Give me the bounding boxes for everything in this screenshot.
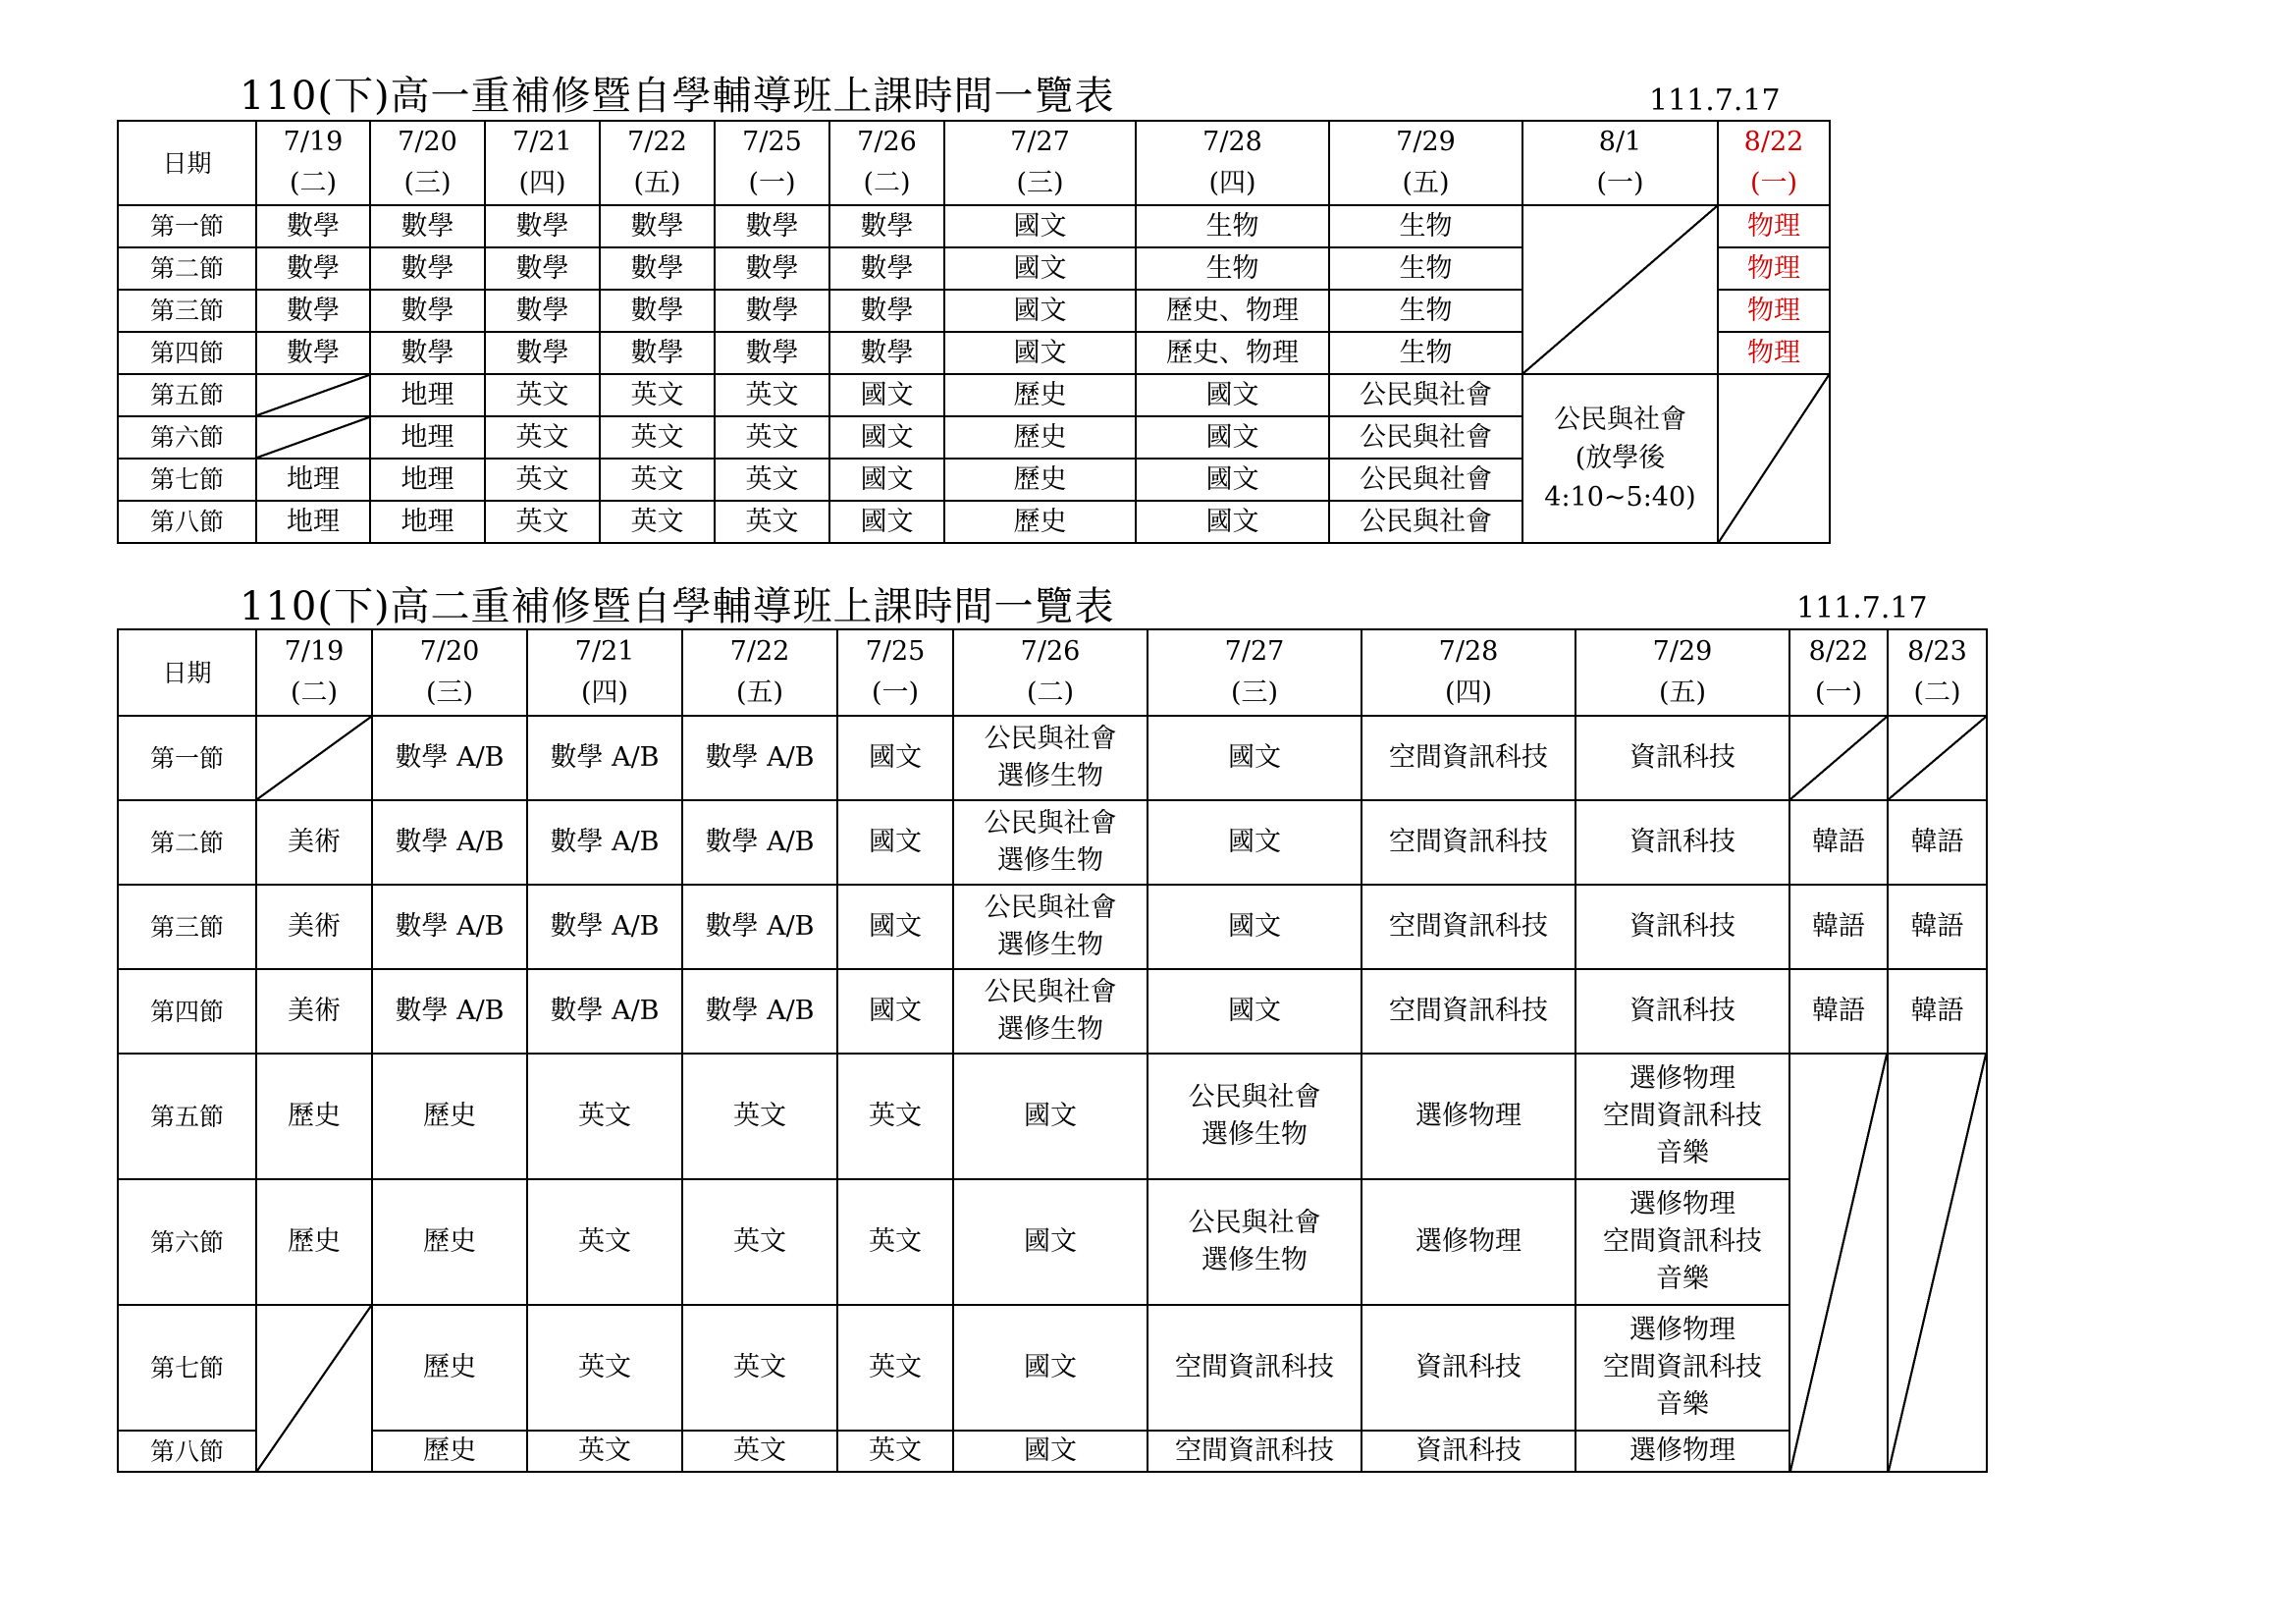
class-cell: 生物 [1329,205,1522,247]
class-cell: 國文 [837,969,953,1054]
class-cell: 數學 [370,290,485,332]
class-cell: 歷史 [944,459,1136,501]
class-cell: 國文 [1136,501,1329,543]
class-cell: 公民與社會 [1329,374,1522,416]
class-cell: 數學 [600,290,715,332]
class-cell: 數學 [370,247,485,290]
date-header: 7/25 (一) [837,629,953,716]
date-header: 8/22 (一) [1718,121,1830,205]
class-cell: 資訊科技 [1575,800,1789,885]
date-header: 7/22 (五) [682,629,837,716]
table1-date: 111.7.17 [1649,83,1781,118]
civics-after-school-note: 公民與社會 (放學後 4:10~5:40) [1522,374,1718,543]
class-cell: 歷史 [944,374,1136,416]
class-cell: 空間資訊科技 [1148,1431,1362,1472]
date-header: 7/22 (五) [600,121,715,205]
class-cell: 數學 A/B [682,969,837,1054]
date-header: 7/20 (三) [370,121,485,205]
period-label: 第一節 [118,205,256,247]
class-cell: 英文 [527,1054,682,1179]
class-cell: 生物 [1329,332,1522,374]
no-class-cell [256,416,370,459]
no-class-cell [1789,716,1888,800]
table2-title: 110(下)高二重補修暨自學輔導班上課時間一覽表 [240,584,1115,629]
class-cell: 韓語 [1789,800,1888,885]
no-class-cell [1888,1054,1987,1472]
class-cell: 英文 [837,1305,953,1431]
class-cell: 英文 [600,459,715,501]
class-cell: 國文 [953,1054,1148,1179]
class-cell: 歷史、物理 [1136,290,1329,332]
class-cell: 歷史 [372,1305,527,1431]
date-header: 7/21 (四) [485,121,600,205]
class-cell: 國文 [953,1431,1148,1472]
class-cell: 國文 [1148,885,1362,969]
period-label: 第七節 [118,459,256,501]
no-class-cell [256,374,370,416]
class-cell: 數學 [715,290,829,332]
period-label: 第六節 [118,416,256,459]
class-cell: 英文 [715,501,829,543]
class-cell: 生物 [1136,205,1329,247]
class-cell: 歷史 [944,416,1136,459]
period-label: 第六節 [118,1179,256,1305]
class-cell: 地理 [370,416,485,459]
date-header: 8/1 (一) [1522,121,1718,205]
class-cell: 資訊科技 [1575,969,1789,1054]
class-cell: 空間資訊科技 [1362,969,1575,1054]
class-cell: 公民與社會 選修生物 [1148,1179,1362,1305]
class-cell: 數學 [715,205,829,247]
class-cell: 韓語 [1888,885,1987,969]
no-class-cell [256,716,372,800]
corner-label: 日期 [118,629,256,716]
class-cell: 英文 [837,1054,953,1179]
class-cell: 韓語 [1789,885,1888,969]
period-label: 第三節 [118,885,256,969]
period-label: 第八節 [118,1431,256,1472]
class-cell: 歷史 [372,1431,527,1472]
class-cell: 數學 [715,332,829,374]
corner-label: 日期 [118,121,256,205]
class-cell: 歷史 [372,1179,527,1305]
class-cell: 國文 [837,800,953,885]
date-header: 7/29 (五) [1329,121,1522,205]
class-cell: 選修物理 空間資訊科技 音樂 [1575,1054,1789,1179]
class-cell: 生物 [1329,247,1522,290]
grade10-schedule-table [117,120,1831,544]
class-cell: 數學 A/B [372,885,527,969]
class-cell: 資訊科技 [1575,716,1789,800]
class-cell: 資訊科技 [1362,1431,1575,1472]
class-cell: 國文 [953,1179,1148,1305]
class-cell: 國文 [1148,716,1362,800]
class-cell: 地理 [256,459,370,501]
no-class-cell [1718,374,1830,543]
class-cell: 美術 [256,969,372,1054]
date-header: 7/27 (三) [944,121,1136,205]
class-cell: 國文 [829,374,944,416]
class-cell: 美術 [256,800,372,885]
class-cell: 公民與社會 [1329,501,1522,543]
class-cell: 資訊科技 [1362,1305,1575,1431]
class-cell: 英文 [485,459,600,501]
class-cell: 數學 [485,290,600,332]
class-cell: 國文 [1136,416,1329,459]
class-cell: 國文 [1148,969,1362,1054]
period-label: 第三節 [118,290,256,332]
class-cell: 物理 [1718,247,1830,290]
date-header: 7/19 (二) [256,121,370,205]
class-cell: 數學 [600,205,715,247]
class-cell: 選修物理 [1362,1054,1575,1179]
class-cell: 歷史 [372,1054,527,1179]
class-cell: 生物 [1136,247,1329,290]
class-cell: 數學 [256,332,370,374]
class-cell: 公民與社會 選修生物 [1148,1054,1362,1179]
no-class-cell [1888,716,1987,800]
class-cell: 歷史 [256,1054,372,1179]
class-cell: 數學 A/B [527,800,682,885]
class-cell: 數學 A/B [372,716,527,800]
class-cell: 數學 [256,205,370,247]
class-cell: 數學 [370,332,485,374]
class-cell: 選修物理 空間資訊科技 音樂 [1575,1305,1789,1431]
grade11-schedule-table [117,628,1988,1473]
class-cell: 公民與社會 [1329,416,1522,459]
period-label: 第五節 [118,1054,256,1179]
class-cell: 歷史、物理 [1136,332,1329,374]
class-cell: 地理 [256,501,370,543]
class-cell: 物理 [1718,205,1830,247]
class-cell: 數學 A/B [682,800,837,885]
class-cell: 歷史 [256,1179,372,1305]
date-header: 7/26 (二) [829,121,944,205]
date-header: 7/25 (一) [715,121,829,205]
class-cell: 英文 [600,374,715,416]
class-cell: 數學 [829,290,944,332]
class-cell: 國文 [944,290,1136,332]
class-cell: 英文 [600,501,715,543]
class-cell: 選修物理 [1362,1179,1575,1305]
class-cell: 地理 [370,374,485,416]
date-header: 8/22 (一) [1789,629,1888,716]
class-cell: 英文 [715,416,829,459]
class-cell: 數學 [715,247,829,290]
class-cell: 國文 [829,416,944,459]
period-label: 第五節 [118,374,256,416]
class-cell: 國文 [1136,459,1329,501]
class-cell: 數學 [485,247,600,290]
class-cell: 美術 [256,885,372,969]
class-cell: 數學 A/B [527,885,682,969]
class-cell: 英文 [837,1431,953,1472]
date-header: 8/23 (二) [1888,629,1987,716]
class-cell: 國文 [944,247,1136,290]
class-cell: 空間資訊科技 [1362,885,1575,969]
class-cell: 英文 [715,459,829,501]
date-header: 7/21 (四) [527,629,682,716]
class-cell: 韓語 [1888,969,1987,1054]
no-class-cell [1522,205,1718,374]
class-cell: 數學 [600,332,715,374]
class-cell: 地理 [370,501,485,543]
date-header: 7/27 (三) [1148,629,1362,716]
class-cell: 英文 [682,1305,837,1431]
class-cell: 數學 A/B [527,969,682,1054]
date-header: 7/28 (四) [1136,121,1329,205]
class-cell: 數學 [256,247,370,290]
date-header: 7/26 (二) [953,629,1148,716]
class-cell: 國文 [829,501,944,543]
period-label: 第八節 [118,501,256,543]
class-cell: 數學 [370,205,485,247]
table2-date: 111.7.17 [1796,591,1928,625]
class-cell: 英文 [485,501,600,543]
class-cell: 英文 [600,416,715,459]
class-cell: 數學 [256,290,370,332]
class-cell: 歷史 [944,501,1136,543]
class-cell: 英文 [527,1179,682,1305]
period-label: 第四節 [118,332,256,374]
class-cell: 數學 A/B [682,716,837,800]
class-cell: 地理 [370,459,485,501]
class-cell: 數學 A/B [682,885,837,969]
class-cell: 英文 [682,1431,837,1472]
class-cell: 國文 [953,1305,1148,1431]
class-cell: 國文 [837,716,953,800]
class-cell: 選修物理 空間資訊科技 音樂 [1575,1179,1789,1305]
class-cell: 國文 [837,885,953,969]
class-cell: 數學 [829,205,944,247]
class-cell: 數學 [829,332,944,374]
class-cell: 公民與社會 選修生物 [953,716,1148,800]
no-class-cell [1789,1054,1888,1472]
class-cell: 英文 [682,1179,837,1305]
period-label: 第一節 [118,716,256,800]
class-cell: 英文 [682,1054,837,1179]
class-cell: 數學 [485,332,600,374]
class-cell: 國文 [944,332,1136,374]
no-class-cell [256,1305,372,1472]
class-cell: 英文 [715,374,829,416]
class-cell: 物理 [1718,332,1830,374]
class-cell: 數學 A/B [372,969,527,1054]
class-cell: 數學 A/B [527,716,682,800]
period-label: 第二節 [118,800,256,885]
class-cell: 生物 [1329,290,1522,332]
class-cell: 韓語 [1789,969,1888,1054]
class-cell: 空間資訊科技 [1148,1305,1362,1431]
date-header: 7/29 (五) [1575,629,1789,716]
class-cell: 數學 [600,247,715,290]
class-cell: 公民與社會 [1329,459,1522,501]
class-cell: 英文 [485,416,600,459]
class-cell: 空間資訊科技 [1362,716,1575,800]
class-cell: 空間資訊科技 [1362,800,1575,885]
class-cell: 資訊科技 [1575,885,1789,969]
period-label: 第四節 [118,969,256,1054]
class-cell: 數學 A/B [372,800,527,885]
class-cell: 物理 [1718,290,1830,332]
class-cell: 公民與社會 選修生物 [953,885,1148,969]
class-cell: 國文 [1136,374,1329,416]
class-cell: 英文 [485,374,600,416]
class-cell: 公民與社會 選修生物 [953,969,1148,1054]
period-label: 第二節 [118,247,256,290]
class-cell: 數學 [485,205,600,247]
date-header: 7/19 (二) [256,629,372,716]
class-cell: 選修物理 [1575,1431,1789,1472]
class-cell: 英文 [527,1305,682,1431]
class-cell: 公民與社會 選修生物 [953,800,1148,885]
date-header: 7/20 (三) [372,629,527,716]
period-label: 第七節 [118,1305,256,1431]
class-cell: 數學 [829,247,944,290]
date-header: 7/28 (四) [1362,629,1575,716]
class-cell: 英文 [837,1179,953,1305]
class-cell: 國文 [1148,800,1362,885]
table1-title: 110(下)高一重補修暨自學輔導班上課時間一覽表 [240,74,1115,119]
class-cell: 英文 [527,1431,682,1472]
class-cell: 韓語 [1888,800,1987,885]
class-cell: 國文 [944,205,1136,247]
class-cell: 國文 [829,459,944,501]
